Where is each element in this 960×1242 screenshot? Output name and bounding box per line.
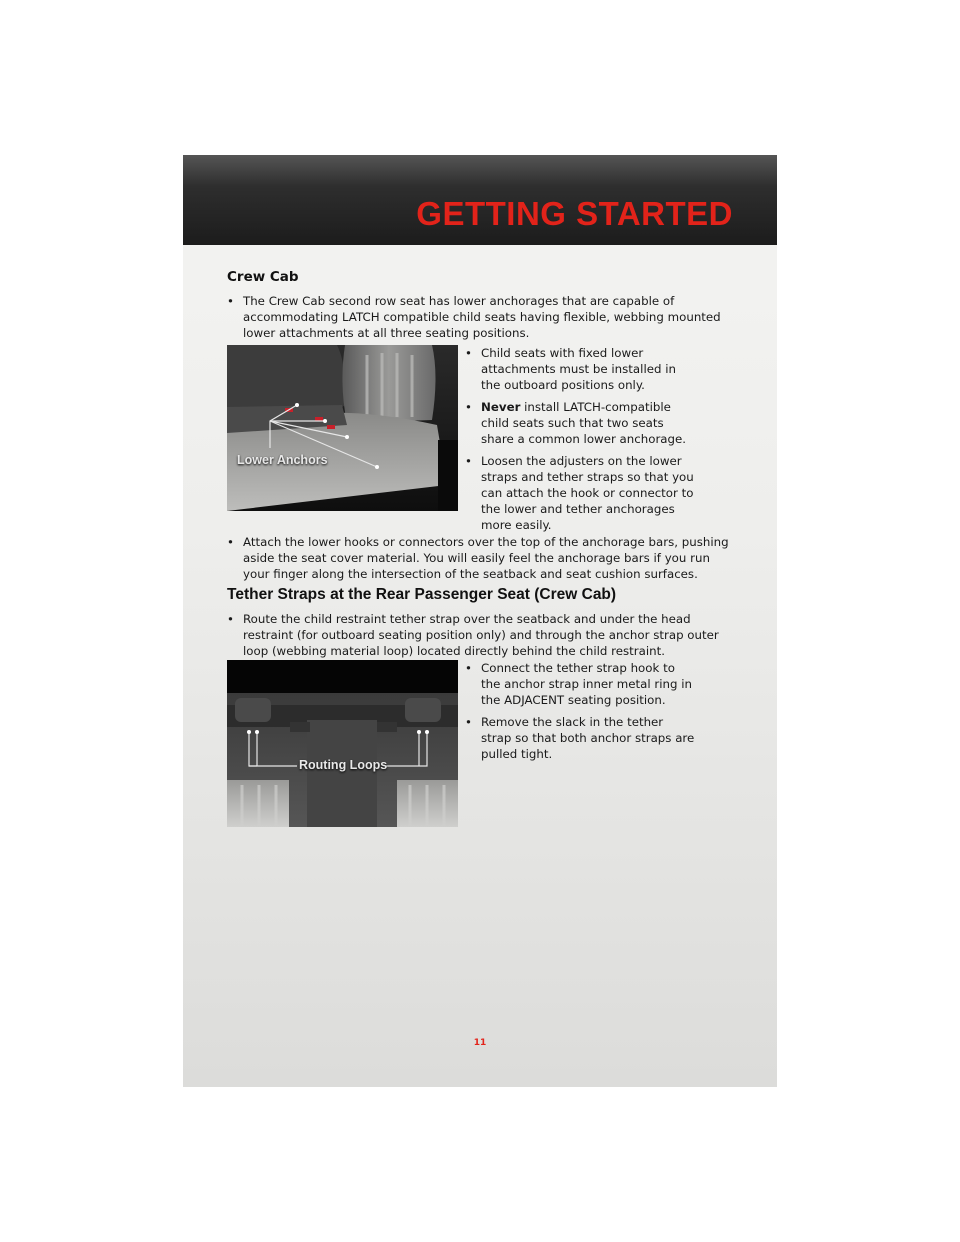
section-tether-straps: [227, 586, 737, 659]
seat-photo-illustration: [227, 345, 458, 511]
bullet-strong: Never: [481, 400, 521, 414]
rear-seat-photo-illustration: [227, 660, 458, 827]
photo-routing-loops: [227, 660, 458, 827]
section-crew-cab-continued: [227, 534, 737, 582]
bullet-text: install LATCH-compatible child seats such that two seats share a common lower anchorage.: [481, 400, 687, 446]
page-number: 11: [473, 1038, 487, 1048]
bullet-remove-slack: • Remove the slack in the tether strap so that both anchor straps are pulled tight.: [465, 714, 695, 762]
header-title: GETTING STARTED: [416, 195, 733, 232]
section-title: Tether Straps at the Rear Passenger Seat (Crew Cab): [227, 586, 617, 603]
bullet-fixed-attachments: [465, 345, 695, 393]
bullet-route-tether: • Route the child restraint tether strap over the seatback and under the head restraint (for outboard seating position only) and through the anchor strap outer loop (webbing material loop) located directly behind the child restraint.: [227, 611, 737, 659]
bullet-never: [465, 399, 695, 447]
bullet-text: Child seats with fixed lower attachments must be installed in the outboard positions only.: [481, 346, 676, 392]
bullet-text: Loosen the adjusters on the lower straps and tether straps so that you can attach the hook or connector to the lower and tether anchorages more easily.: [481, 454, 694, 532]
bullet-loosen-adjusters: [465, 453, 695, 533]
section-title: Crew Cab: [227, 269, 299, 285]
bullet-connect-tether: • Connect the tether strap hook to the anchor strap inner metal ring in the ADJACENT seating position.: [465, 660, 695, 708]
side-bullets-1: [465, 345, 695, 539]
section-crew-cab: [227, 269, 737, 341]
side-bullets-2: [465, 660, 695, 768]
photo-label: Lower Anchors: [237, 453, 328, 467]
manual-page: [183, 155, 777, 1087]
bullet-attach-hooks: • Attach the lower hooks or connectors over the top of the anchorage bars, pushing aside the seat cover material. You will easily feel the anchorage bars if you run your finger along the intersection of the seatback and seat cushion surfaces.: [227, 534, 737, 582]
photo-label: Routing Loops: [299, 758, 388, 772]
page-header: [183, 155, 777, 245]
photo-lower-anchors: [227, 345, 458, 511]
bullet-intro: • The Crew Cab second row seat has lower anchorages that are capable of accommodating LATCH compatible child seats having flexible, webbing mounted lower attachments at all three seating positions.: [227, 293, 737, 341]
